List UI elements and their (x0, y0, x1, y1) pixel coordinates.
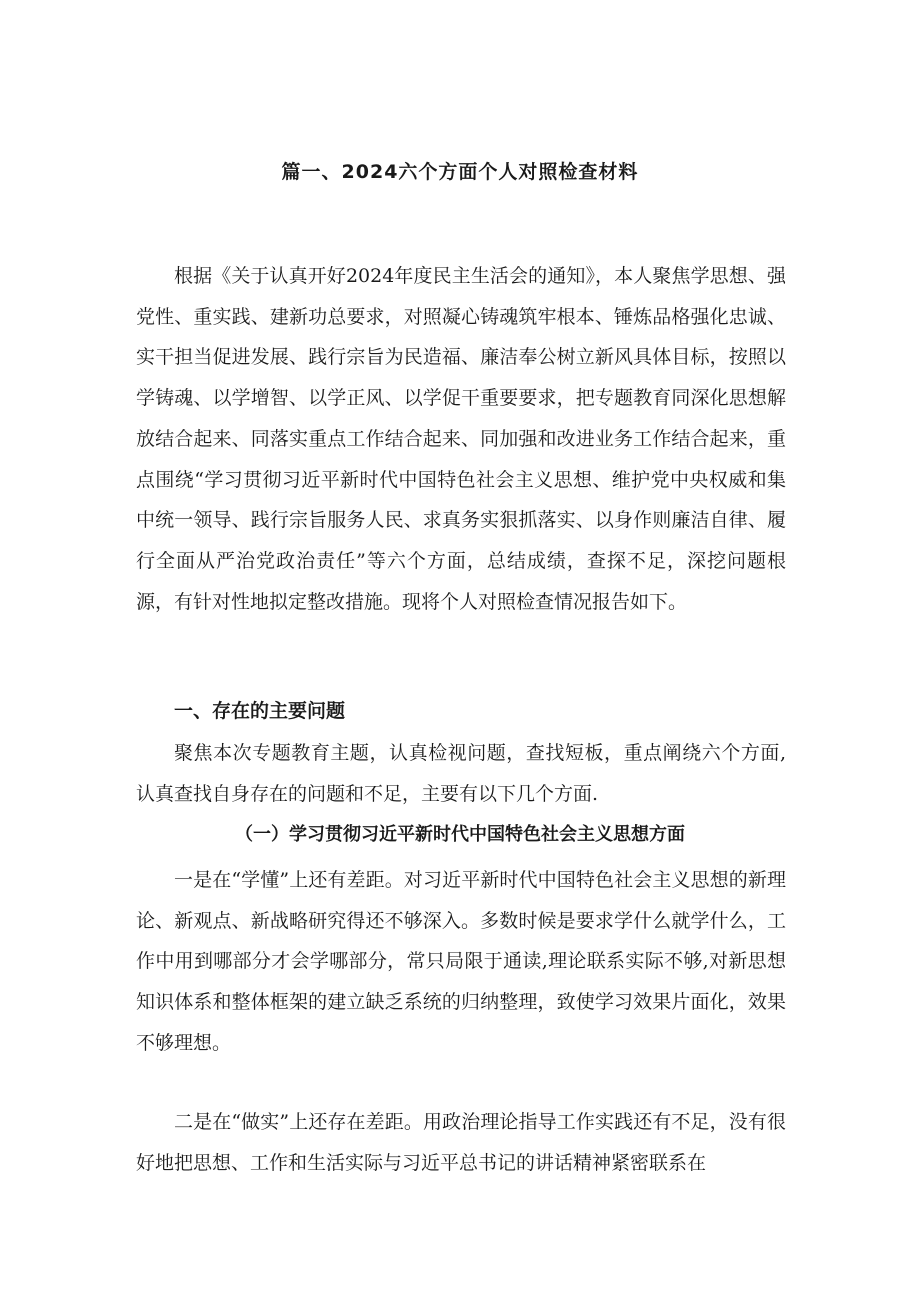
subsection-heading: （一）学习贯彻习近平新时代中国特色社会主义思想方面 (235, 824, 685, 845)
intro-paragraph: 根据《关于认真开好2024年度民主生活会的通知》，本人聚焦学思想、强党性、重实践、建新功总要求，对照凝心铸魂筑牢根本、锤炼品格强化忠诚、实干担当促进发展、践行宗旨为民造福、廉洁奉公树立新风具体目标，按照以学铸魂、以学增智、以学正风、以学促干重要要求，把专题教育同深化思想解放结合起来、同落实重点工作结合起来、同加强和改进业务工作结合起来，重点围绕“学习贯彻习近平新时代中国特色社会主义思想、维护党中央权威和集中统一领导、践行宗旨服务人民、求真务实狠抓落实、以身作则廉洁自律、履行全面从严治党政治责任”等六个方面，总结成绩，查探不足，深挖问题根源，有针对性地拟定整改措施。现将个人对照检查情况报告如下。 (136, 265, 786, 613)
section-heading: 一、存在的主要问题 (174, 700, 346, 722)
paragraph-two: 二是在“做实”上还存在差距。用政治理论指导工作实践还有不足，没有很好地把思想、工作和生活实际与习近平总书记的讲话精神紧密联系在 (136, 1111, 786, 1174)
document-title: 篇一、2024六个方面个人对照检查材料 (281, 161, 639, 183)
section-paragraph: 聚焦本次专题教育主题，认真检视问题，查找短板，重点阐绕六个方面,认真查找自身存在的问题和不足，主要有以下几个方面. (136, 742, 786, 805)
paragraph-one: 一是在“学懂”上还有差距。对习近平新时代中国特色社会主义思想的新理论、新观点、新战略研究得还不够深入。多数时候是要求学什么就学什么，工作中用到哪部分才会学哪部分，常只局限于通读,理论联系实际不够,对新思想知识体系和整体框架的建立缺乏系统的归纳整理，致使学习效果片面化，效果不够理想。 (136, 869, 786, 1054)
